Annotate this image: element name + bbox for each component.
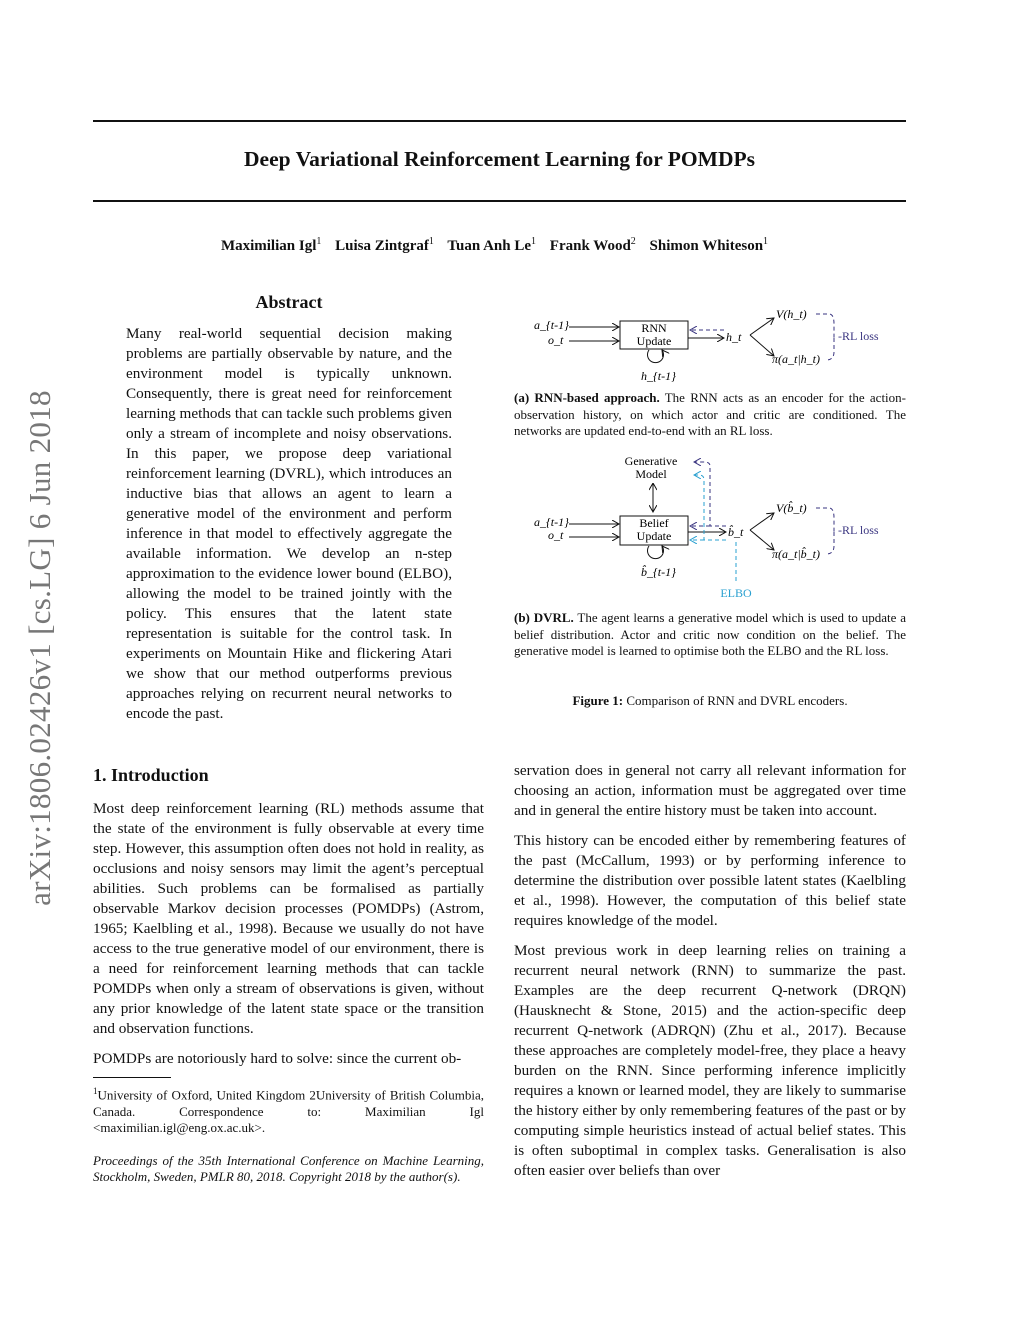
paragraph: servation does in general not carry all relevant information for choosing an action, information must be aggregated over time and in general the entire history must be taken into account. bbox=[514, 762, 906, 819]
figure-label: Figure 1: bbox=[572, 693, 624, 708]
section-heading: 1. Introduction bbox=[93, 765, 209, 785]
affiliation-mark: 1 bbox=[316, 236, 322, 247]
policy-label: π(a_t|h_t) bbox=[772, 352, 820, 366]
input-action: a_{t-1} bbox=[534, 515, 569, 529]
affiliation-mark: 2 bbox=[630, 236, 636, 247]
figure-dvrl-diagram bbox=[514, 450, 906, 605]
box-label: RNN bbox=[641, 321, 667, 335]
intro-text bbox=[93, 799, 484, 1079]
rl-loss-label: -RL loss bbox=[838, 329, 879, 343]
rl-loss-label: -RL loss bbox=[838, 523, 879, 537]
author: Frank Wood bbox=[549, 238, 631, 254]
paper-title: Deep Variational Reinforcement Learning for POMDPs bbox=[244, 147, 755, 171]
subcaption-b bbox=[514, 610, 906, 660]
paragraph: POMDPs are notoriously hard to solve: since the current ob- bbox=[93, 1050, 462, 1067]
generative-model-label: Model bbox=[635, 467, 667, 481]
input-action: a_{t-1} bbox=[534, 318, 569, 332]
author: Shimon Whiteson bbox=[649, 238, 764, 254]
affiliation-mark: 1 bbox=[763, 236, 769, 247]
right-column-text bbox=[514, 761, 906, 1191]
author: Tuan Anh Le bbox=[447, 238, 532, 254]
input-observation: o_t bbox=[548, 333, 564, 347]
subcaption-a bbox=[514, 390, 906, 440]
subcaption-label: (b) DVRL. bbox=[514, 610, 574, 625]
belief-label: b̂_t bbox=[728, 525, 744, 539]
title-rule bbox=[93, 200, 906, 202]
generative-model-label: Generative bbox=[624, 454, 678, 468]
proceedings-note: Proceedings of the 35th International Conference on Machine Learning, Stockholm, Sweden, PMLR 80, 2018. Copyright 2018 by the author(s). bbox=[93, 1152, 484, 1185]
subcaption-label: (a) RNN-based approach. bbox=[514, 390, 660, 405]
footnotes: $^1$University of Oxford, United Kingdom 2University of British Columbia, Canada. Correspondence to: Maximilian Igl <maximilian.igl@eng.ox.ac.uk>. Proceedings of the 35th International Conference on Machine Learning, Stockholm, Sweden, PMLR 80, 2018. Copyright 2018 by the author(s). bbox=[93, 1086, 484, 1185]
box-label: Update bbox=[636, 529, 672, 543]
recurrent-state-label: h_{t-1} bbox=[641, 369, 676, 383]
value-label: V(b̂_t) bbox=[776, 501, 807, 515]
recurrent-belief-label: b̂_{t-1} bbox=[641, 565, 676, 579]
abstract-text: Many real-world sequential decision making problems are partially observable by nature, and the environment model is typically unknown. Consequently, there is great need for reinforcement learning methods that can tackle such problems given only a stream of incomplete and noisy observations. In this paper, we propose deep variational reinforcement learning (DVRL), which introduces an inductive bias that allows an agent to learn a generative model of the environment and perform inference in that model to effectively aggregate the available information. We develop an n-step approximation to the evidence lower bound (ELBO), allowing the model to be trained jointly with the policy. This ensures that the latent state representation is suitable for the control task. In experiments on Mountain Hike and flickering Atari we show that our method outperforms previous approaches relying on recurrent neural networks to encode the past. bbox=[126, 325, 453, 722]
author: Maximilian Igl bbox=[220, 238, 317, 254]
figure-caption bbox=[514, 693, 906, 710]
figure-rnn-diagram bbox=[514, 298, 906, 388]
subcaption-text: The RNN acts as an encoder for the action-observation history, on which actor and critic are conditioned. The networks are updated end-to-end with an RL loss. bbox=[514, 390, 906, 438]
author: Luisa Zintgraf bbox=[335, 238, 429, 254]
hidden-state-label: h_t bbox=[726, 330, 742, 344]
affiliation-footnote: University of Oxford, United Kingdom 2University of British Columbia, Canada. Correspondence to: Maximilian Igl <maximilian.igl@eng.ox.ac.uk>. bbox=[93, 1087, 484, 1136]
subcaption-text: The agent learns a generative model which is used to update a belief distribution. Actor and critic now condition on the belief. The generative model is learned to optimise both the ELBO and the RL loss. bbox=[514, 610, 906, 658]
figure-caption-text: Comparison of RNN and DVRL encoders. bbox=[623, 693, 848, 708]
paragraph: Most deep reinforcement learning (RL) methods assume that the state of the environment is fully observable at every time step. However, this assumption often does not hold in reality, as occlusions and noisy sensors may limit the agent’s perceptual abilities. Such problems can be formalised as partially observable Markov decision processes (POMDPs) (Astrom, 1965; Kaelbling et al., 1998). Because we usually do not have access to the true generative model of our environment, there is a need for reinforcement learning methods that can tackle POMDPs when only a stream of observations is given, without any prior knowledge of the latent state space or the transition and observation functions. bbox=[93, 800, 484, 1037]
box-label: Update bbox=[636, 334, 672, 348]
footnote-rule bbox=[93, 1077, 171, 1078]
abstract-heading: Abstract bbox=[255, 292, 323, 312]
paragraph: Most previous work in deep learning relies on training a recurrent neural network (RNN) to summarize the past. Examples are the deep recurrent Q-network (DRQN) (Hausknecht & Stone, 2015) and the action-specific deep recurrent Q-network (ADRQN) (Zhu et al., 2017). Because these approaches are completely model-free, they place a heavy burden on the RNN. Since performing inference implicitly requires a known or learned model, they are likely to summarise the history either by only remembering features of the past or by computing simple heuristics instead of actual belief states. This is often suboptimal in complex tasks. Generalisation is also often easier over beliefs than over bbox=[514, 942, 906, 1179]
arxiv-identifier: arXiv:1806.02426v1 [cs.LG] 6 Jun 2018 bbox=[22, 390, 57, 906]
affiliation-mark: 1 bbox=[531, 236, 537, 247]
author-list bbox=[93, 236, 906, 255]
top-rule bbox=[93, 120, 906, 122]
paragraph: This history can be encoded either by remembering features of the past (McCallum, 1993) or by performing inference to determine the distribution over possible latent states (Kaelbling et al., 1998). However, the computation of this belief state requires knowledge of the model. bbox=[514, 832, 906, 929]
elbo-label: ELBO bbox=[720, 586, 752, 600]
policy-label: π(a_t|b̂_t) bbox=[772, 547, 820, 561]
value-label: V(h_t) bbox=[776, 307, 807, 321]
input-observation: o_t bbox=[548, 528, 564, 542]
affiliation-mark: 1 bbox=[428, 236, 434, 247]
box-label: Belief bbox=[639, 516, 669, 530]
